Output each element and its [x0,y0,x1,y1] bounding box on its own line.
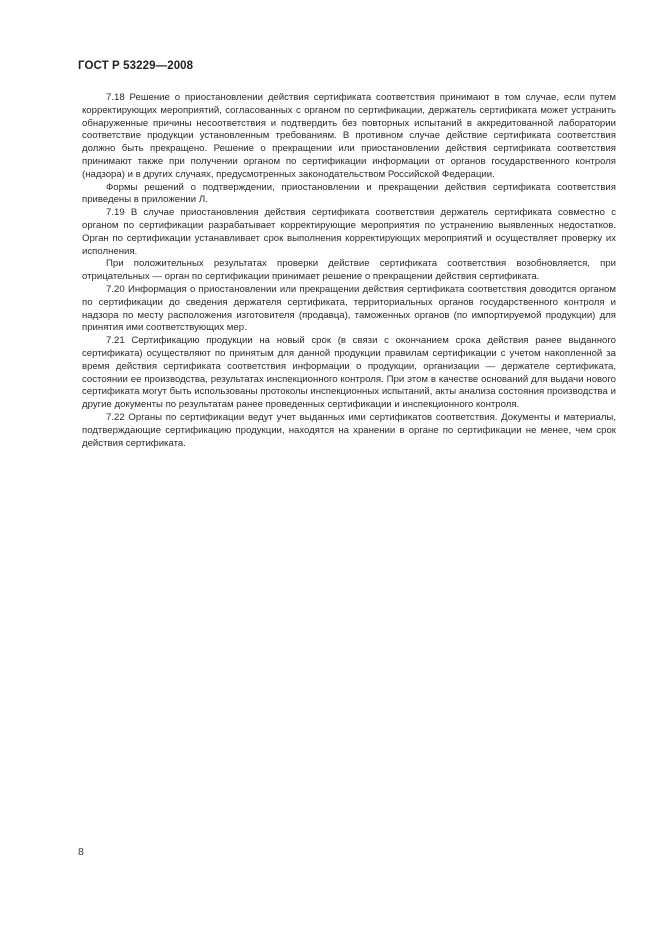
paragraph-forms-of-decisions: Формы решений о подтверждении, приостановлении и прекращении действия сертификата соответствия приведены в приложении Л. [82,181,616,206]
paragraph-7-22: 7.22 Органы по сертификации ведут учет выданных ими сертификатов соответствия. Документы и материалы, подтверждающие сертификацию продукции, находятся на хранении в органе по сертификации не менее, чем срок действия сертификата. [82,411,616,449]
paragraph-7-21: 7.21 Сертификацию продукции на новый срок (в связи с окончанием срока действия ранее выданного сертификата) осуществляют по принятым для данной продукции правилам сертификации с учетом накопленной за время действия сертификата соответствия информации о продукции, организации — держателе сертификата, состоянии ее производства, результатах инспекционного контроля. При этом в качестве оснований для выдачи нового сертификата могут быть использованы протоколы инспекционных испытаний, акты анализа состояния производства и другие документы по результатам ранее проведенных сертификации и инспекционного контроля. [82,335,616,411]
paragraph-check-results: При положительных результатах проверки действие сертификата соответствия возобновляется, при отрицательных — орган по сертификации принимает решение о прекращении действия сертификата. [82,258,616,283]
paragraph-7-20: 7.20 Информация о приостановлении или прекращении действия сертификата соответствия доводится органом по сертификации до сведения держателя сертификата, территориальных органов государственного контроля и надзора по месту расположения изготовителя (продавца), таможенных органов (по импортируемой продукции) для принятия ими соответствующих мер. [82,283,616,334]
paragraph-7-19: 7.19 В случае приостановления действия сертификата соответствия держатель сертификата совместно с органом по сертификации разрабатывает корректирующие мероприятия по устранению выявленных недостатков. Орган по сертификации устанавливает срок выполнения корректирующих мероприятий и осуществляет проверку их исполнения. [82,207,616,257]
standard-id-header: ГОСТ Р 53229—2008 [78,60,194,72]
paragraph-7-18: 7.18 Решение о приостановлении действия сертификата соответствия принимают в том случае, если путем корректирующих мероприятий, согласованных с органом по сертификации, держатель сертификата может устранить обнаруженные причины несоответствия и подтвердить без повторных испытаний в аккредитованной лаборатории соответствие продукции установленным требованиям. В противном случае действие сертификата соответствия должно быть прекращено. Решение о прекращении или приостановлении действия сертификата соответствия принимают также при получении органом по сертификации информации от органов государственного контроля (надзора) и в других случаях, предусмотренных законодательством Российской Федерации. [82,92,616,180]
document-body [82,92,616,450]
page-number: 8 [78,846,84,858]
